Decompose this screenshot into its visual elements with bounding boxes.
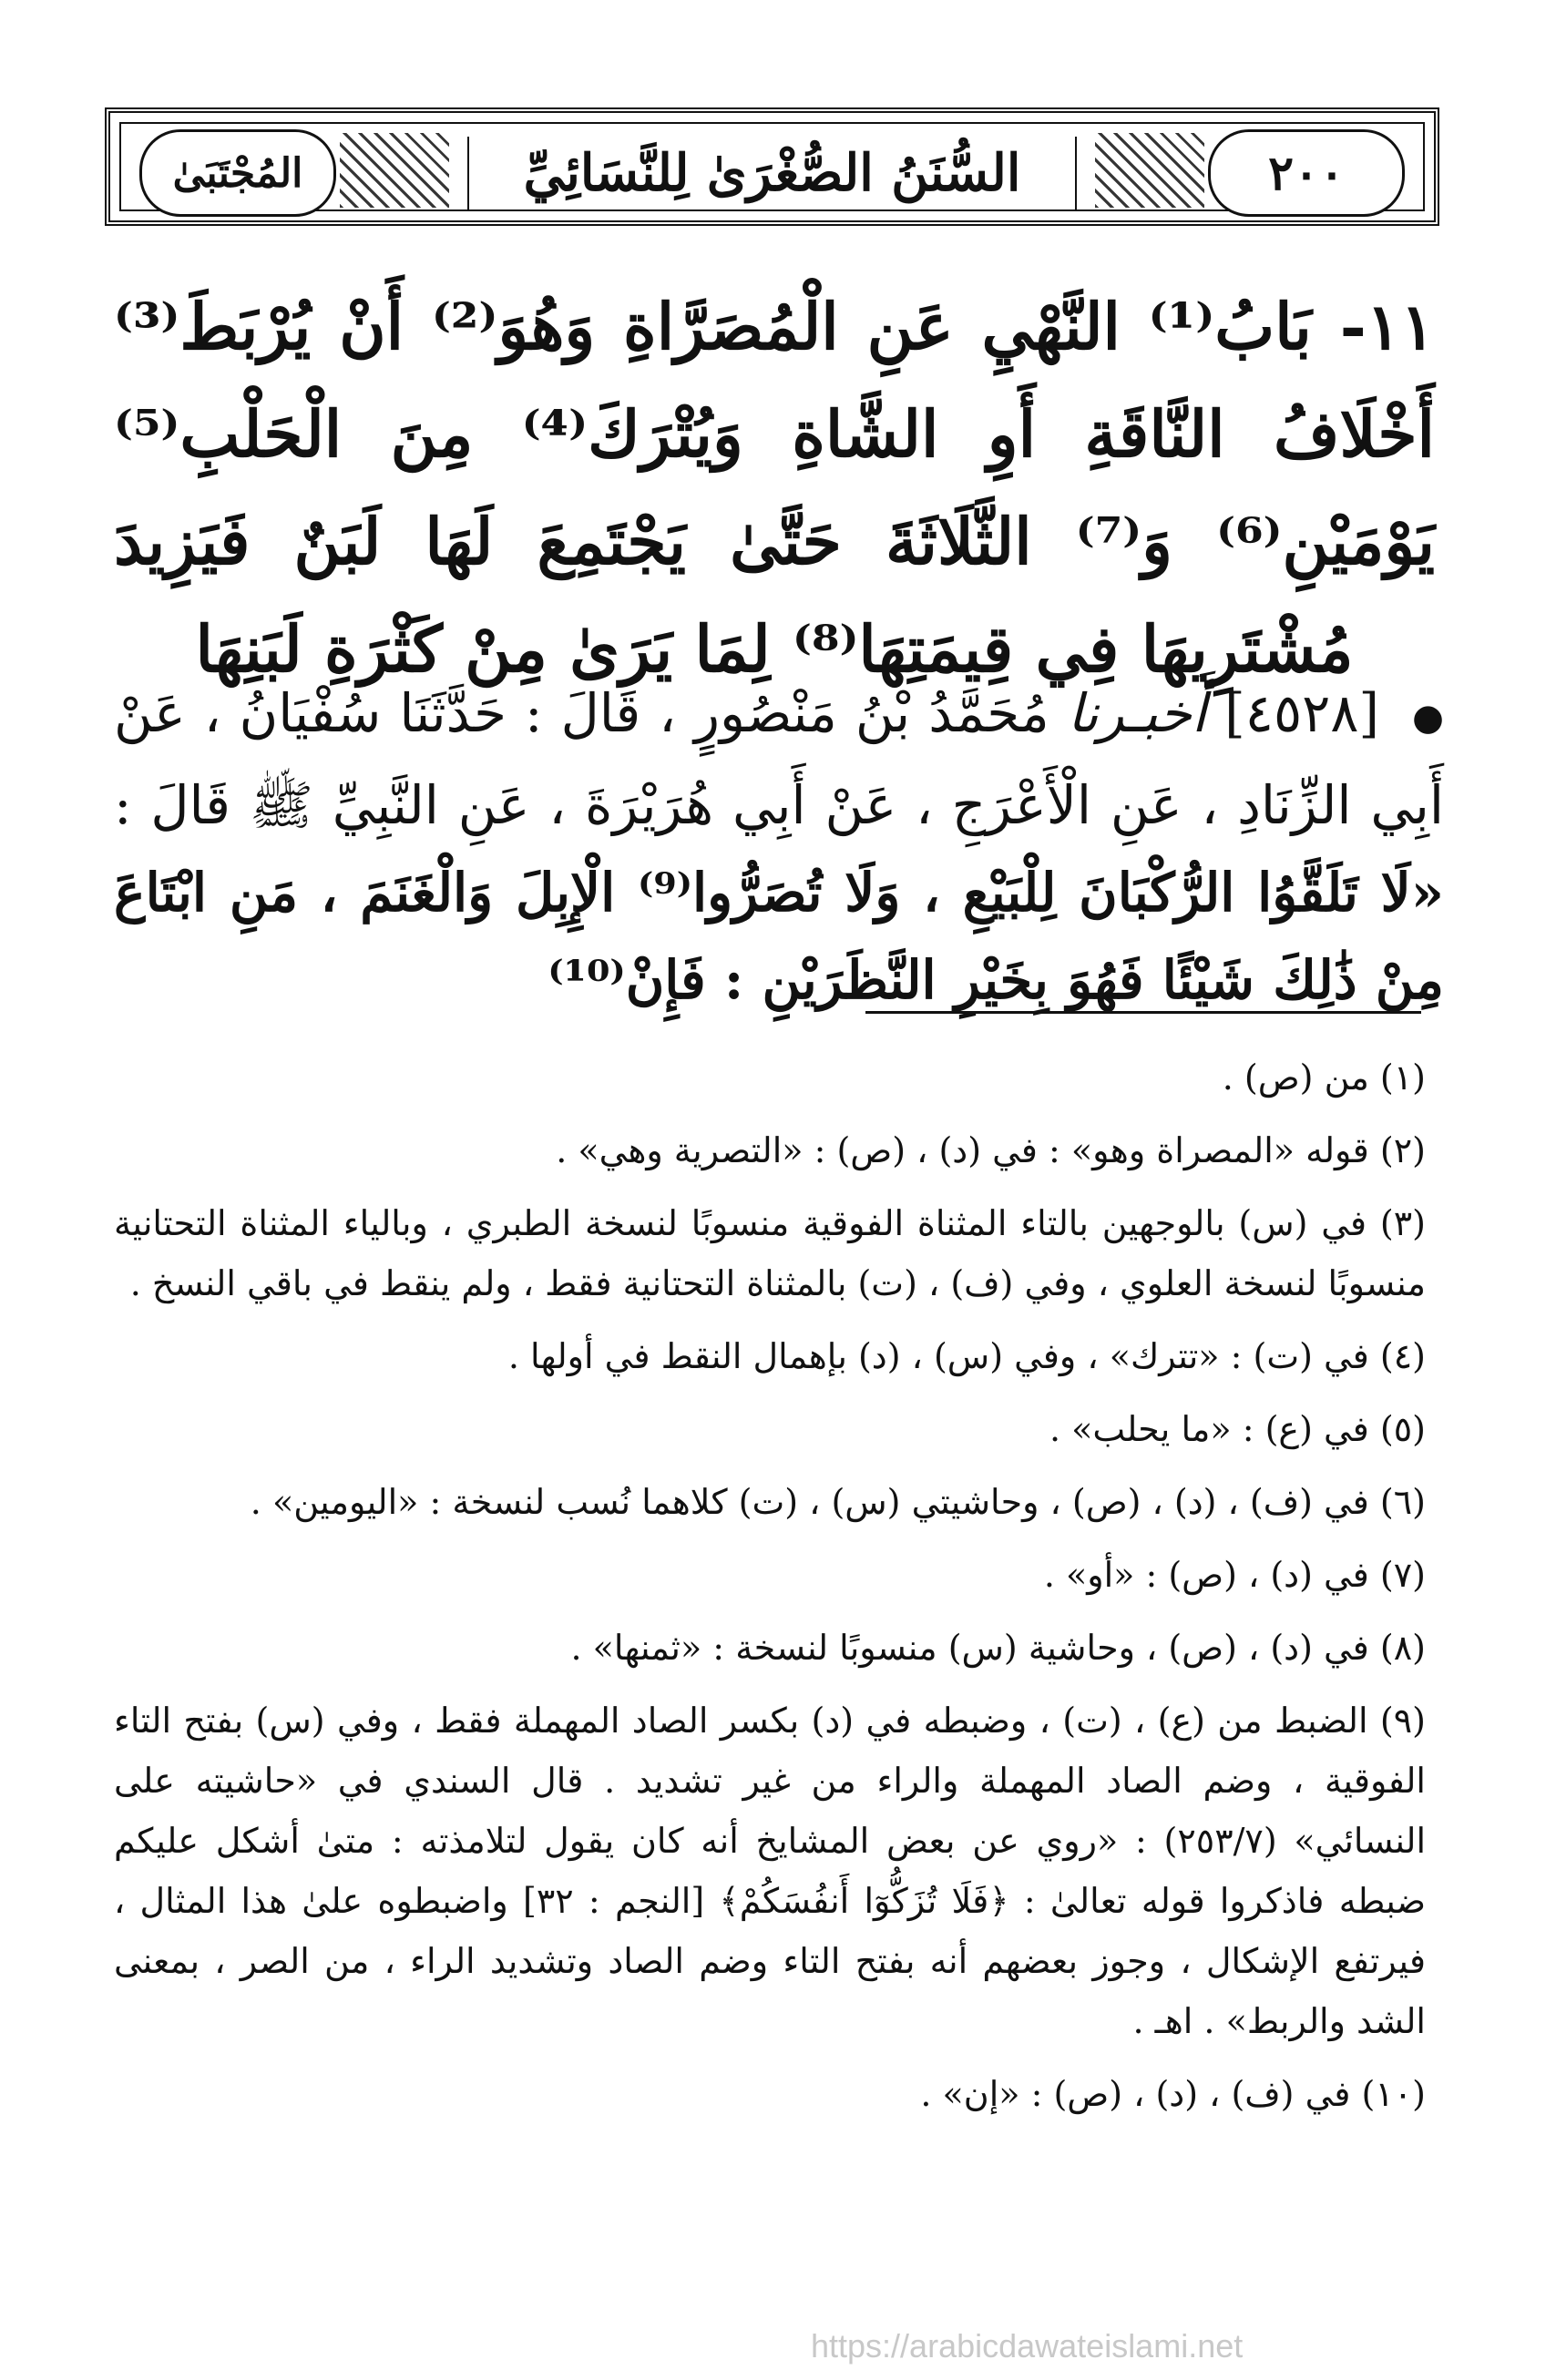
footnote-9: (٩) الضبط من (ع) ، (ت) ، وضبطه في (د) بكسر الصاد المهملة فقط ، وفي (س) بفتح التاء الفوقية ، وضم الصاد المهملة والراء من غير تشديد . قال السندي في «حاشيته على النسائي» (٢٥٣/٧) : «روي عن بعض المشايخ أنه كان يقول لتلامذته : متىٰ أشكل عليكم ضبطه فاذكروا قوله تعالىٰ : ﴿فَلَا تُزَكُّوٓا أَنفُسَكُمْ﴾ [النجم : ٣٢] واضبطوه علىٰ هذا المثال ، فيرتفع الإشكال ، وجوز بعضهم أنه بفتح التاء وضم الصاد وتشديد الراء ، من الصر ، بمعنى الشد والربط» . اهـ . xyxy=(114,1701,1426,2041)
running-title: السُّنَنُ الصُّغْرَىٰ لِلنَّسَائِيِّ xyxy=(467,137,1077,209)
page-number: ٢٠٠ xyxy=(1208,129,1405,217)
hadith-verb: أَخبـرنا xyxy=(1067,682,1207,744)
footnotes-list xyxy=(114,1047,1426,2137)
hadith-block xyxy=(114,669,1444,1024)
bullet-icon: ● xyxy=(1412,696,1445,739)
footnote-8: (٨) في (د) ، (ص) ، وحاشية (س) منسوبًا لنسخة : «ثمنها» . xyxy=(570,1628,1426,1668)
footnote-3: (٣) في (س) بالوجهين بالتاء المثناة الفوقية منسوبًا لنسخة الطبري ، وبالياء المثناة التحتانية منسوبًا لنسخة العلوي ، وفي (ف) ، (ت) بالمثناة التحتانية فقط ، ولم ينقط في باقي النسخ . xyxy=(114,1203,1426,1303)
footnote-7: (٧) في (د) ، (ص) : «أو» . xyxy=(1043,1555,1426,1595)
footnote-1: (١) من (ص) . xyxy=(1222,1057,1426,1098)
page-header xyxy=(105,107,1439,226)
header-ornament-left xyxy=(340,133,449,208)
footnote-10: (١٠) في (ف) ، (د) ، (ص) : «إن» . xyxy=(920,2074,1426,2114)
hadith-text: «لَا تَلَقَّوُا الرُّكْبَانَ لِلْبَيْعِ ، وَلَا تُصَرُّوا⁽⁹⁾ الْإِبِلَ وَالْغَنَمَ ، مَنِ ابْتَاعَ مِنْ ذَٰلِكَ شَيْئًا فَهُوَ بِخَيْرِ النَّظَرَيْنِ : فَإِنْ⁽¹⁰⁾ xyxy=(114,861,1444,1011)
hadith-chain: مُحَمَّدُ بْنُ مَنْصُورٍ ، قَالَ : حَدَّثَنَا سُفْيَانُ ، عَنْ أَبِي الزِّنَادِ ، عَنِ الْأَعْرَجِ ، عَنْ أَبِي هُرَيْرَةَ ، عَنِ النَّبِيِّ ﷺ قَالَ : xyxy=(114,682,1444,836)
footnote-2: (٢) قوله «المصراة وهو» : في (د) ، (ص) : «التصرية وهي» . xyxy=(556,1130,1426,1170)
footnote-5: (٥) في (ع) : «ما يحلب» . xyxy=(1049,1409,1426,1449)
header-ornament-right xyxy=(1095,133,1204,208)
series-label: المُجْتَبَىٰ xyxy=(139,129,336,217)
chapter-heading: ١١- بَابُ⁽¹⁾ النَّهْيِ عَنِ الْمُصَرَّاةِ وَهُوَ⁽²⁾ أَنْ يُرْبَطَ⁽³⁾ أَخْلَافُ النَّاقَةِ أَوِ الشَّاةِ وَيُتْرَكَ⁽⁴⁾ مِنَ الْحَلْبِ⁽⁵⁾ يَوْمَيْنِ⁽⁶⁾ وَ⁽⁷⁾ الثَّلَاثَةَ حَتَّىٰ يَجْتَمِعَ لَهَا لَبَنٌ فَيَزِيدَ مُشْتَرِيهَا فِي قِيمَتِهَا⁽⁸⁾ لِمَا يَرَىٰ مِنْ كَثْرَةِ لَبَنِهَا xyxy=(114,289,1436,687)
footnote-separator xyxy=(865,1011,1421,1014)
hadith-number: [٤٥٢٨] xyxy=(1224,682,1380,744)
header-frame xyxy=(119,122,1425,211)
watermark: https://arabicdawateislami.net xyxy=(811,2327,1244,2365)
footnote-6: (٦) في (ف) ، (د) ، (ص) ، وحاشيتي (س) ، (ت) كلاهما نُسب لنسخة : «اليومين» . xyxy=(250,1482,1426,1522)
footnote-4: (٤) في (ت) : «تترك» ، وفي (س) ، (د) بإهمال النقط في أولها . xyxy=(507,1336,1426,1376)
